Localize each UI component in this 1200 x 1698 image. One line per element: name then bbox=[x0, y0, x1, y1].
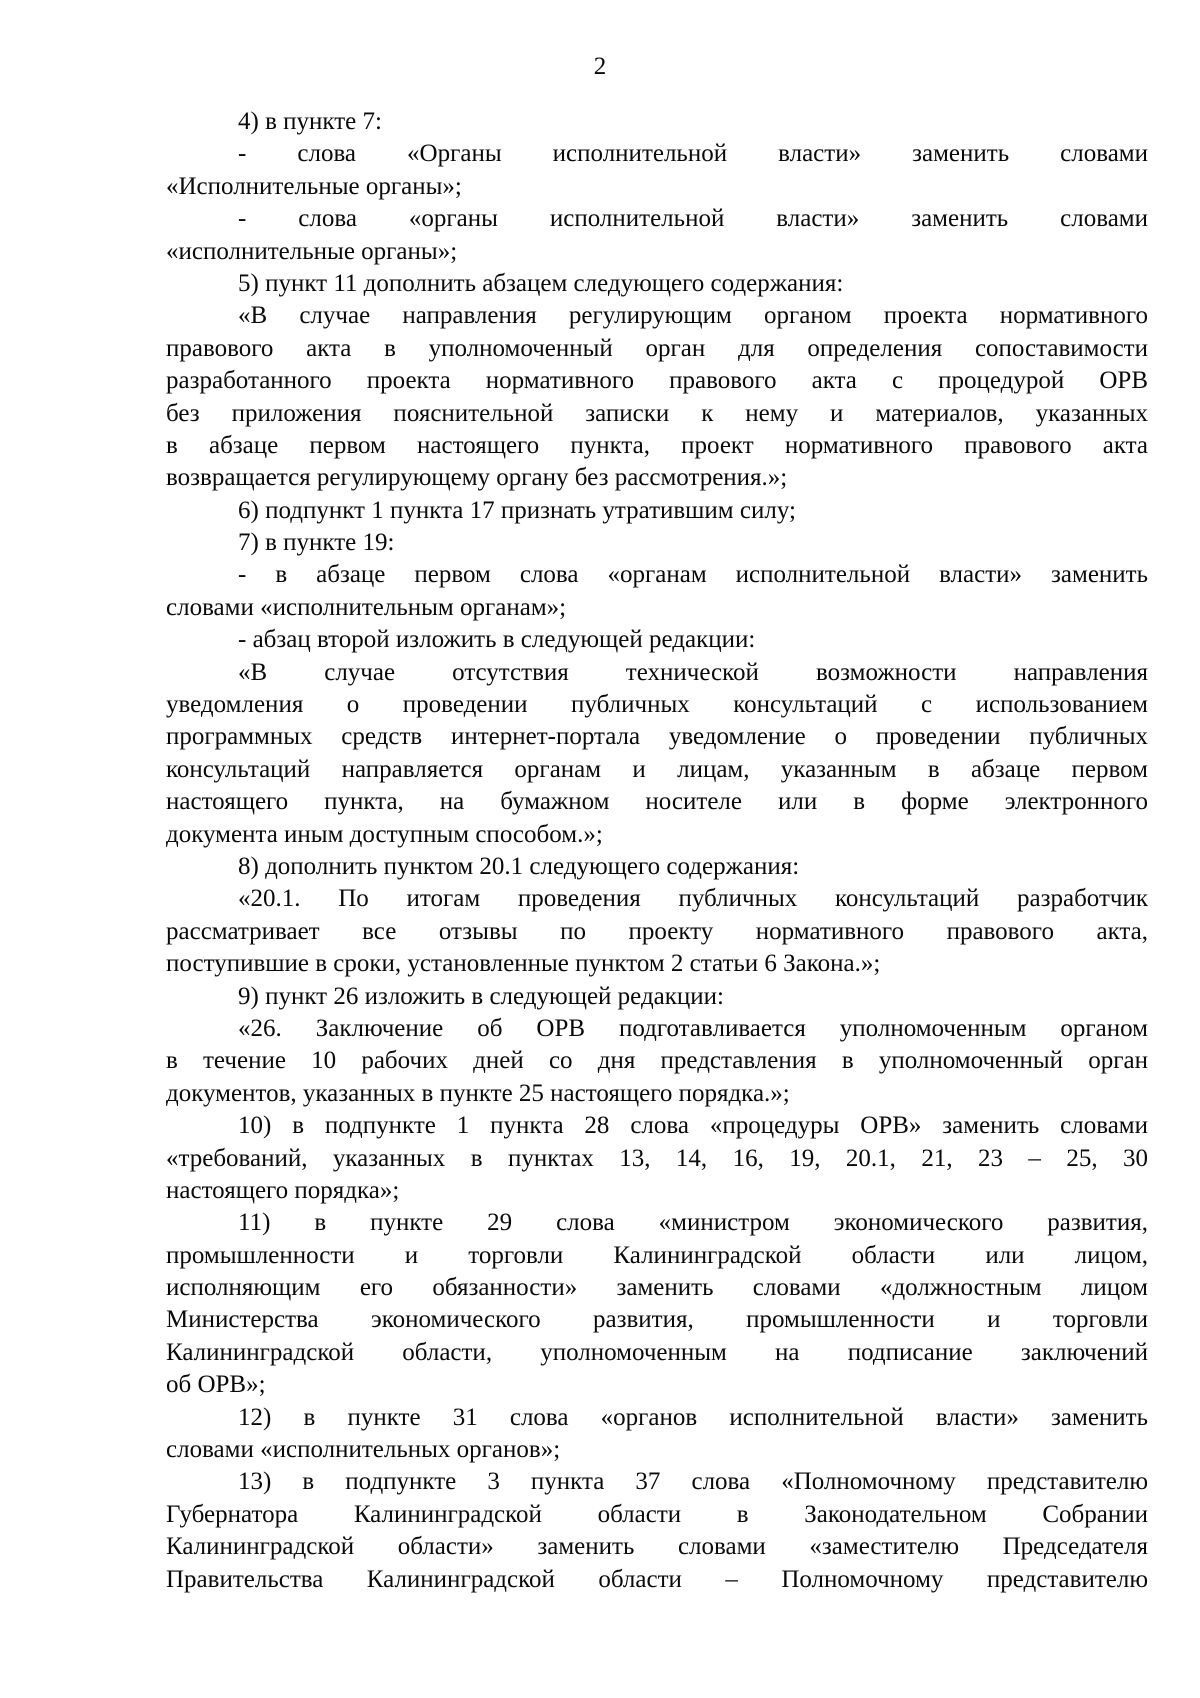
document-line: правового акта в уполномоченный орган для определения сопоставимости bbox=[166, 334, 1148, 362]
document-line: документов, указанных в пункте 25 настоящего порядка.»; bbox=[166, 1079, 790, 1107]
document-line: - слова «Органы исполнительной власти» заменить словами bbox=[238, 140, 1148, 168]
document-line: Калининградской области» заменить словами «заместителю Председателя bbox=[166, 1533, 1148, 1561]
document-line: словами «исполнительных органов»; bbox=[166, 1436, 561, 1464]
document-line: Калининградской области, уполномоченным на подписание заключений bbox=[166, 1338, 1148, 1366]
document-line: «исполнительные органы»; bbox=[166, 237, 458, 265]
document-line: без приложения пояснительной записки к нему и материалов, указанных bbox=[166, 399, 1148, 427]
document-line: «20.1. По итогам проведения публичных консультаций разработчик bbox=[238, 885, 1148, 913]
document-line: об ОРВ»; bbox=[166, 1371, 266, 1399]
document-line: Губернатора Калининградской области в Законодательном Собрании bbox=[166, 1500, 1148, 1528]
document-line: настоящего порядка»; bbox=[166, 1176, 400, 1204]
document-line: Министерства экономического развития, промышленности и торговли bbox=[166, 1306, 1148, 1334]
document-line: поступившие в сроки, установленные пунктом 2 статьи 6 Закона.»; bbox=[166, 950, 881, 978]
document-line: документа иным доступным способом.»; bbox=[166, 820, 603, 848]
document-line: - слова «органы исполнительной власти» заменить словами bbox=[238, 205, 1148, 233]
document-line: возвращается регулирующему органу без рассмотрения.»; bbox=[166, 464, 788, 492]
page-number: 2 bbox=[593, 53, 607, 80]
document-line: 4) в пункте 7: bbox=[238, 108, 382, 135]
document-line: 8) дополнить пунктом 20.1 следующего содержания: bbox=[238, 852, 800, 880]
document-line: исполняющим его обязанности» заменить словами «должностным лицом bbox=[166, 1274, 1148, 1302]
document-line: консультаций направляется органам и лицам, указанным в абзаце первом bbox=[166, 755, 1148, 783]
document-line: «требований, указанных в пунктах 13, 14, 16, 19, 20.1, 21, 23 – 25, 30 bbox=[166, 1144, 1148, 1172]
document-line: «В случае отсутствия технической возможности направления bbox=[238, 658, 1148, 686]
document-line: программных средств интернет-портала уведомление о проведении публичных bbox=[166, 723, 1148, 751]
document-line: 9) пункт 26 изложить в следующей редакции: bbox=[238, 982, 724, 1010]
document-line: разработанного проекта нормативного правового акта с процедурой ОРВ bbox=[166, 367, 1148, 395]
document-line: - абзац второй изложить в следующей редакции: bbox=[238, 626, 756, 654]
document-line: 7) в пункте 19: bbox=[238, 529, 395, 557]
document-line: - в абзаце первом слова «органам исполнительной власти» заменить bbox=[238, 561, 1148, 589]
document-line: 12) в пункте 31 слова «органов исполнительной власти» заменить bbox=[238, 1403, 1148, 1431]
document-line: «Исполнительные органы»; bbox=[166, 172, 462, 200]
document-line: 11) в пункте 29 слова «министром экономического развития, bbox=[238, 1209, 1148, 1237]
document-line: «В случае направления регулирующим органом проекта нормативного bbox=[238, 302, 1148, 330]
document-line: в течение 10 рабочих дней со дня представления в уполномоченный орган bbox=[166, 1047, 1148, 1075]
document-line: настоящего пункта, на бумажном носителе или в форме электронного bbox=[166, 788, 1148, 816]
document-line: 5) пункт 11 дополнить абзацем следующего содержания: bbox=[238, 269, 844, 297]
document-line: 6) подпункт 1 пункта 17 признать утратившим силу; bbox=[238, 496, 796, 524]
document-line: в абзаце первом настоящего пункта, проект нормативного правового акта bbox=[166, 431, 1148, 459]
document-line: промышленности и торговли Калининградской области или лицом, bbox=[166, 1241, 1148, 1269]
document-line: «26. Заключение об ОРВ подготавливается уполномоченным органом bbox=[238, 1014, 1148, 1042]
document-line: Правительства Калининградской области – Полномочному представителю bbox=[166, 1565, 1148, 1593]
document-line: уведомления о проведении публичных консультаций с использованием bbox=[166, 691, 1148, 719]
document-line: 13) в подпункте 3 пункта 37 слова «Полномочному представителю bbox=[238, 1468, 1148, 1496]
document-body bbox=[166, 106, 1148, 1596]
document-line: рассматривает все отзывы по проекту нормативного правового акта, bbox=[166, 917, 1148, 945]
document-line: 10) в подпункте 1 пункта 28 слова «процедуры ОРВ» заменить словами bbox=[238, 1112, 1148, 1140]
document-line: словами «исполнительным органам»; bbox=[166, 593, 567, 621]
